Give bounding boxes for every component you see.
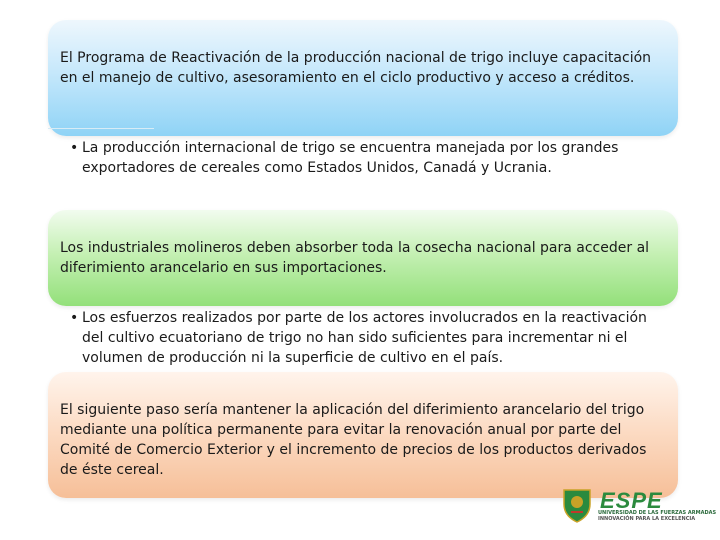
bullet-esfuerzos <box>70 308 670 368</box>
industriales-box <box>48 210 678 306</box>
programa-box <box>48 20 678 136</box>
espe-wordmark: ESPE <box>600 488 663 513</box>
bullet-dot: • <box>70 140 79 156</box>
bullet-internacional <box>70 138 670 178</box>
espe-university: UNIVERSIDAD DE LAS FUERZAS ARMADAS <box>598 510 717 516</box>
bullet-internacional-text: La producción internacional de trigo se encuentra manejada por los grandes exportadores de cereales como Estados Unidos, Canadá y Ucrania. <box>82 140 619 176</box>
industriales-text: Los industriales molineros deben absorber toda la cosecha nacional para acceder al diferimiento arancelario en sus importaciones. <box>60 240 650 276</box>
espe-motto: INNOVACIÓN PARA LA EXCELENCIA <box>598 516 696 522</box>
espe-logo-caption <box>598 510 717 522</box>
programa-text: El Programa de Reactivación de la producción nacional de trigo incluye capacitación en el manejo de cultivo, asesoramiento en el ciclo productivo y acceso a créditos. <box>60 50 652 86</box>
siguiente-paso-box <box>48 372 678 498</box>
bullet-dot: • <box>70 310 79 326</box>
bullet-esfuerzos-text: Los esfuerzos realizados por parte de los actores involucrados en la reactivación del cultivo ecuatoriano de trigo no han sido suficientes para incrementar ni el volumen de producción ni la superficie de cultivo en el país. <box>82 310 647 366</box>
siguiente-paso-text: El siguiente paso sería mantener la aplicación del diferimiento arancelario del trigo mediante una política permanente para evitar la renovación anual por parte del Comité de Comercio Exterior y el incremento de precios de los productos derivados de éste cereal. <box>60 402 647 478</box>
divider-line <box>48 128 154 129</box>
espe-emblem-icon <box>564 490 590 522</box>
